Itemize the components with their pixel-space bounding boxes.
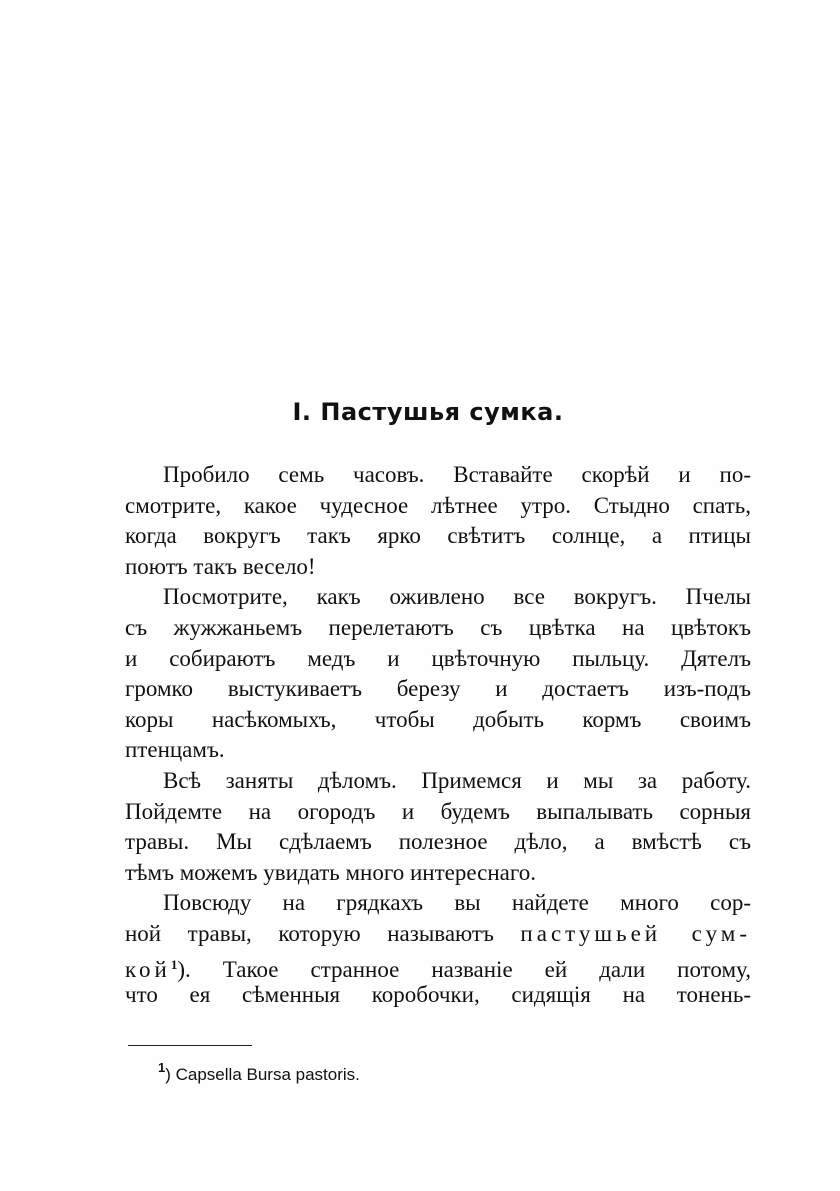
line-text: ). Такое странное названіе ей дали потому, bbox=[177, 956, 751, 982]
text-line: съ жужжаньемъ перелетаютъ съ цвѣтка на цвѣтокъ bbox=[125, 614, 751, 640]
text-line: громко выстукиваетъ березу и достаетъ изъ-подъ bbox=[125, 676, 751, 702]
text-line: Пойдемте на огородъ и будемъ выпалывать сорныя bbox=[125, 798, 751, 824]
blank-upper-margin bbox=[0, 0, 840, 368]
text-line: когда вокругъ такъ ярко свѣтитъ солнце, а птицы bbox=[125, 523, 751, 549]
footnote-marker: 1 bbox=[158, 1060, 166, 1075]
footnote-reference: 1 bbox=[170, 956, 178, 972]
text-line: птенцамъ. bbox=[125, 737, 225, 763]
text-line: и собираютъ медъ и цвѣточную пыльцу. Дятелъ bbox=[125, 645, 751, 671]
text-line: Пробило семь часовъ. Вставайте скорѣй и по- bbox=[163, 462, 751, 487]
text-line: что ея сѣменныя коробочки, сидящія на тонень- bbox=[125, 982, 751, 1008]
spaced-term: пастушьей сум- bbox=[520, 920, 751, 946]
spaced-term: кой bbox=[125, 956, 171, 982]
text-line: Посмотрите, какъ оживлено все вокругъ. Пчелы bbox=[163, 584, 751, 610]
text-line: смотрите, какое чудесное лѣтнее утро. Стыдно спать, bbox=[125, 492, 751, 518]
paragraph-3 bbox=[125, 766, 751, 888]
text-line: Всѣ заняты дѣломъ. Примемся и мы за работу. bbox=[163, 767, 751, 793]
text-line: тѣмъ можемъ увидать много интереснаго. bbox=[125, 859, 536, 885]
footnote-text: ) Capsella Bursa pastoris. bbox=[165, 1065, 360, 1084]
text-line: травы. Мы сдѣлаемъ полезное дѣло, а вмѣстѣ съ bbox=[125, 829, 751, 855]
text-line: коры насѣкомыхъ, чтобы добыть кормъ своимъ bbox=[125, 706, 751, 732]
text-line bbox=[125, 919, 751, 950]
line-text: ной травы, которую называютъ bbox=[125, 920, 521, 946]
text-line bbox=[125, 950, 751, 981]
footnote-separator bbox=[128, 1045, 252, 1046]
paragraph-4 bbox=[125, 888, 751, 1010]
text-line: Повсюду на грядкахъ вы найдете много сор- bbox=[163, 890, 751, 916]
chapter-title: I. Пастушья сумка. bbox=[292, 398, 564, 426]
text-line: поютъ такъ весело! bbox=[125, 553, 316, 579]
chapter-body bbox=[125, 460, 751, 1011]
paragraph-1 bbox=[125, 460, 751, 582]
footnote bbox=[158, 1060, 360, 1085]
paragraph-2 bbox=[125, 582, 751, 766]
